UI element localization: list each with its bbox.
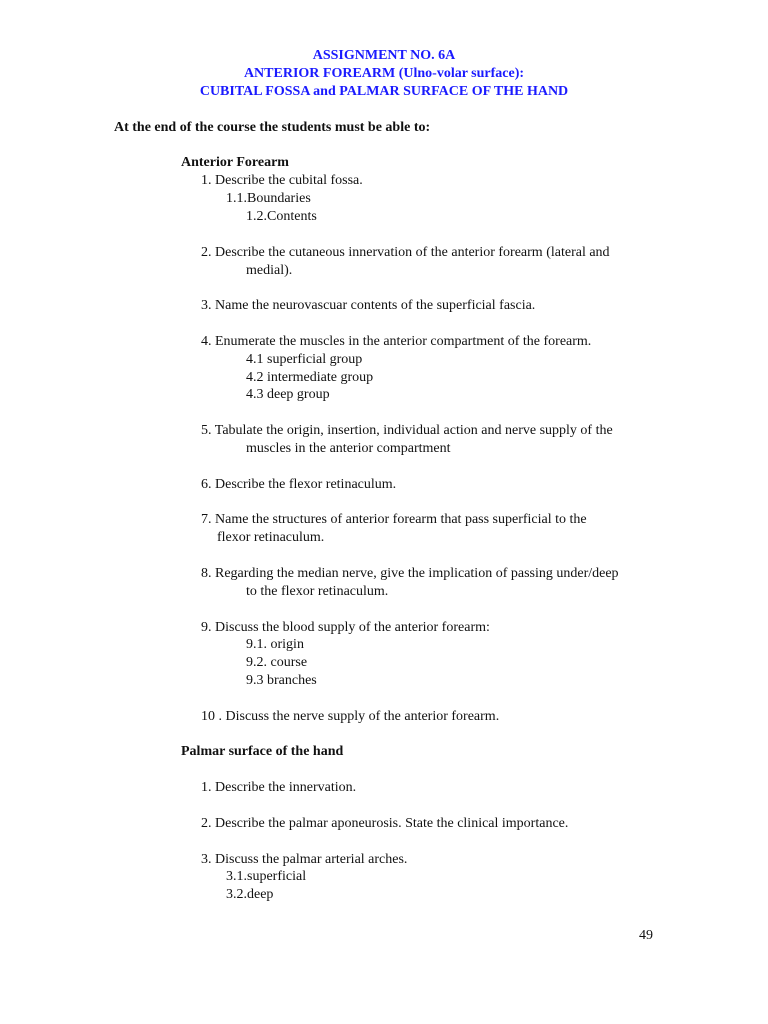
objective-item: 6. Describe the flexor retinaculum. bbox=[201, 477, 397, 492]
objective-item-continuation: muscles in the anterior compartment bbox=[246, 441, 451, 456]
objective-subitem: 1.2.Contents bbox=[246, 209, 317, 224]
objective-subitem: 4.1 superficial group bbox=[246, 352, 363, 367]
objective-item-continuation: to the flexor retinaculum. bbox=[246, 584, 389, 599]
objective-item: 3. Name the neurovascuar contents of the superficial fascia. bbox=[201, 298, 536, 313]
assignment-subtitle: ANTERIOR FOREARM (Ulno-volar surface): bbox=[243, 66, 525, 81]
objective-item: 8. Regarding the median nerve, give the implication of passing under/deep bbox=[201, 566, 619, 581]
objective-subitem: 4.3 deep group bbox=[246, 387, 330, 402]
objective-item: 10 . Discuss the nerve supply of the anterior forearm. bbox=[201, 709, 500, 724]
objective-item: 5. Tabulate the origin, insertion, individual action and nerve supply of the bbox=[201, 423, 613, 438]
objective-item: 2. Describe the cutaneous innervation of the anterior forearm (lateral and bbox=[201, 245, 610, 260]
objective-subitem: 1.1.Boundaries bbox=[226, 191, 311, 206]
assignment-topic: CUBITAL FOSSA and PALMAR SURFACE OF THE HAND bbox=[199, 84, 569, 99]
objective-subitem: 4.2 intermediate group bbox=[246, 370, 374, 385]
section-heading-anterior-forearm: Anterior Forearm bbox=[181, 155, 289, 170]
objective-item: 3. Discuss the palmar arterial arches. bbox=[201, 852, 408, 867]
section-heading-palmar-surface: Palmar surface of the hand bbox=[181, 744, 344, 759]
page-number: 49 bbox=[639, 928, 653, 943]
objective-subitem: 9.2. course bbox=[246, 655, 308, 670]
objective-item-continuation: medial). bbox=[246, 263, 293, 278]
objective-item: 2. Describe the palmar aponeurosis. State the clinical importance. bbox=[201, 816, 569, 831]
objective-item-continuation: flexor retinaculum. bbox=[217, 530, 325, 545]
objective-item: 9. Discuss the blood supply of the anterior forearm: bbox=[201, 620, 490, 635]
objective-subitem: 9.3 branches bbox=[246, 673, 317, 688]
objective-subitem: 9.1. origin bbox=[246, 637, 304, 652]
objective-item: 7. Name the structures of anterior forearm that pass superficial to the bbox=[201, 512, 587, 527]
intro-statement: At the end of the course the students must be able to: bbox=[114, 120, 431, 135]
objective-item: 1. Describe the innervation. bbox=[201, 780, 357, 795]
objective-item: 1. Describe the cubital fossa. bbox=[201, 173, 363, 188]
assignment-title: ASSIGNMENT NO. 6A bbox=[312, 48, 456, 63]
objective-subitem: 3.2.deep bbox=[226, 887, 274, 902]
objective-subitem: 3.1.superficial bbox=[226, 869, 307, 884]
objective-item: 4. Enumerate the muscles in the anterior compartment of the forearm. bbox=[201, 334, 592, 349]
